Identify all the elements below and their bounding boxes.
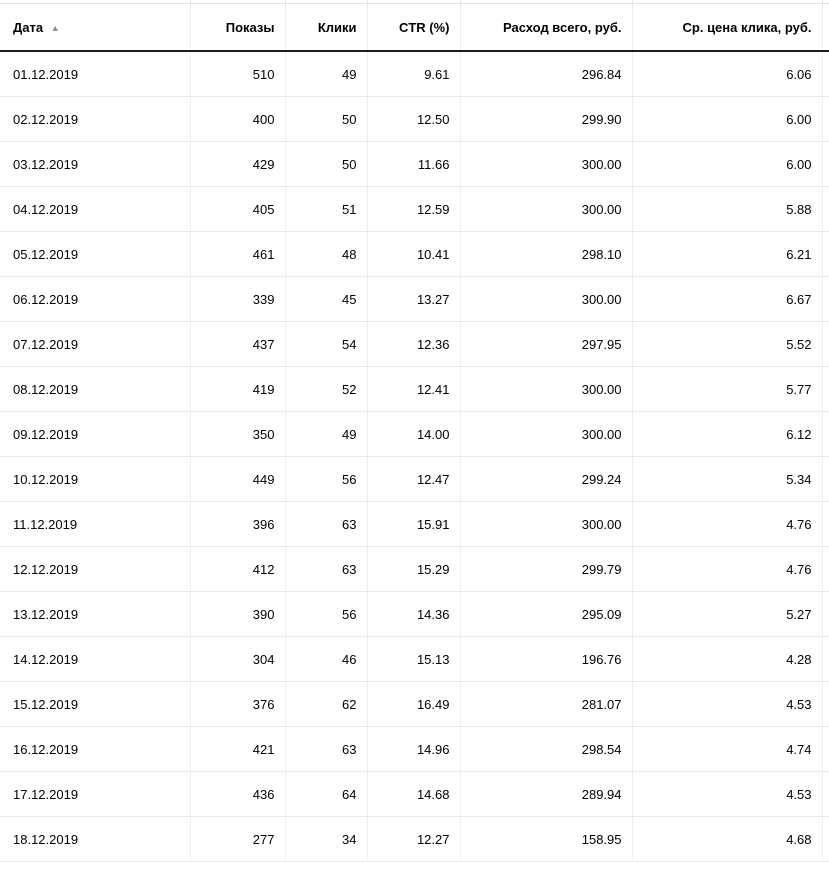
cell-impressions: 419 — [190, 367, 285, 412]
row-spacer — [822, 502, 829, 547]
cell-avg-cpc: 5.27 — [632, 592, 822, 637]
table-row — [0, 187, 829, 232]
cell-ctr: 13.27 — [367, 277, 460, 322]
cell-impressions: 412 — [190, 547, 285, 592]
cell-impressions: 390 — [190, 592, 285, 637]
table-row — [0, 322, 829, 367]
cell-cost: 281.07 — [460, 682, 632, 727]
cell-ctr: 12.27 — [367, 817, 460, 862]
cell-date: 04.12.2019 — [0, 187, 190, 232]
cell-cost: 296.84 — [460, 51, 632, 97]
cell-date: 16.12.2019 — [0, 727, 190, 772]
cell-cost: 298.54 — [460, 727, 632, 772]
cell-clicks: 63 — [285, 547, 367, 592]
row-spacer — [822, 367, 829, 412]
row-spacer — [822, 277, 829, 322]
cell-ctr: 14.00 — [367, 412, 460, 457]
cell-clicks: 49 — [285, 412, 367, 457]
cell-cost: 299.79 — [460, 547, 632, 592]
cell-impressions: 437 — [190, 322, 285, 367]
cell-date: 09.12.2019 — [0, 412, 190, 457]
cell-cost: 289.94 — [460, 772, 632, 817]
cell-ctr: 11.66 — [367, 142, 460, 187]
cell-ctr: 12.36 — [367, 322, 460, 367]
column-header-impressions[interactable]: Показы — [190, 4, 285, 52]
header-spacer — [822, 4, 829, 52]
cell-date: 13.12.2019 — [0, 592, 190, 637]
cell-impressions: 277 — [190, 817, 285, 862]
cell-cost: 300.00 — [460, 502, 632, 547]
row-spacer — [822, 682, 829, 727]
table-row — [0, 727, 829, 772]
cell-avg-cpc: 6.00 — [632, 142, 822, 187]
cell-ctr: 12.50 — [367, 97, 460, 142]
row-spacer — [822, 637, 829, 682]
cell-impressions: 396 — [190, 502, 285, 547]
cell-date: 14.12.2019 — [0, 637, 190, 682]
cell-ctr: 15.91 — [367, 502, 460, 547]
table-row — [0, 232, 829, 277]
cell-impressions: 436 — [190, 772, 285, 817]
sort-ascending-icon: ▲ — [50, 22, 60, 33]
cell-avg-cpc: 4.68 — [632, 817, 822, 862]
cell-date: 07.12.2019 — [0, 322, 190, 367]
cell-cost: 300.00 — [460, 367, 632, 412]
cell-clicks: 63 — [285, 502, 367, 547]
cell-impressions: 339 — [190, 277, 285, 322]
cell-avg-cpc: 4.76 — [632, 502, 822, 547]
row-spacer — [822, 51, 829, 97]
cell-ctr: 12.47 — [367, 457, 460, 502]
table-row — [0, 592, 829, 637]
cell-ctr: 10.41 — [367, 232, 460, 277]
cell-cost: 300.00 — [460, 412, 632, 457]
row-spacer — [822, 97, 829, 142]
cell-avg-cpc: 5.77 — [632, 367, 822, 412]
table-body — [0, 51, 829, 862]
cell-cost: 300.00 — [460, 277, 632, 322]
cell-clicks: 49 — [285, 51, 367, 97]
cell-ctr: 14.96 — [367, 727, 460, 772]
row-spacer — [822, 592, 829, 637]
cell-clicks: 56 — [285, 592, 367, 637]
column-header-cost[interactable]: Расход всего, руб. — [460, 4, 632, 52]
cell-impressions: 376 — [190, 682, 285, 727]
cell-ctr: 16.49 — [367, 682, 460, 727]
cell-date: 15.12.2019 — [0, 682, 190, 727]
row-spacer — [822, 727, 829, 772]
cell-impressions: 449 — [190, 457, 285, 502]
cell-clicks: 52 — [285, 367, 367, 412]
row-spacer — [822, 232, 829, 277]
cell-avg-cpc: 5.34 — [632, 457, 822, 502]
table-row — [0, 682, 829, 727]
cell-cost: 299.24 — [460, 457, 632, 502]
table-row — [0, 772, 829, 817]
column-header-clicks[interactable]: Клики — [285, 4, 367, 52]
cell-avg-cpc: 4.53 — [632, 772, 822, 817]
table-row — [0, 637, 829, 682]
row-spacer — [822, 412, 829, 457]
cell-impressions: 510 — [190, 51, 285, 97]
cell-impressions: 421 — [190, 727, 285, 772]
row-spacer — [822, 772, 829, 817]
cell-ctr: 12.41 — [367, 367, 460, 412]
cell-avg-cpc: 6.67 — [632, 277, 822, 322]
table-row — [0, 97, 829, 142]
header-row — [0, 4, 829, 52]
cell-impressions: 461 — [190, 232, 285, 277]
cell-impressions: 429 — [190, 142, 285, 187]
cell-avg-cpc: 5.88 — [632, 187, 822, 232]
cell-cost: 299.90 — [460, 97, 632, 142]
cell-clicks: 51 — [285, 187, 367, 232]
table-row — [0, 51, 829, 97]
cell-avg-cpc: 4.76 — [632, 547, 822, 592]
cell-clicks: 54 — [285, 322, 367, 367]
cell-impressions: 304 — [190, 637, 285, 682]
table-row — [0, 142, 829, 187]
cell-date: 18.12.2019 — [0, 817, 190, 862]
cell-cost: 300.00 — [460, 142, 632, 187]
cell-clicks: 63 — [285, 727, 367, 772]
cell-cost: 298.10 — [460, 232, 632, 277]
row-spacer — [822, 457, 829, 502]
cell-avg-cpc: 6.12 — [632, 412, 822, 457]
row-spacer — [822, 547, 829, 592]
row-spacer — [822, 187, 829, 232]
cell-ctr: 12.59 — [367, 187, 460, 232]
cell-avg-cpc: 6.06 — [632, 51, 822, 97]
cell-ctr: 15.13 — [367, 637, 460, 682]
cell-date: 10.12.2019 — [0, 457, 190, 502]
cell-date: 05.12.2019 — [0, 232, 190, 277]
cell-ctr: 9.61 — [367, 51, 460, 97]
cell-avg-cpc: 4.28 — [632, 637, 822, 682]
cell-cost: 300.00 — [460, 187, 632, 232]
cell-date: 01.12.2019 — [0, 51, 190, 97]
cell-clicks: 50 — [285, 97, 367, 142]
cell-avg-cpc: 6.00 — [632, 97, 822, 142]
table-row — [0, 277, 829, 322]
table-row — [0, 367, 829, 412]
cell-date: 06.12.2019 — [0, 277, 190, 322]
cell-date: 12.12.2019 — [0, 547, 190, 592]
cell-impressions: 350 — [190, 412, 285, 457]
table-row — [0, 412, 829, 457]
cell-date: 03.12.2019 — [0, 142, 190, 187]
cell-ctr: 14.36 — [367, 592, 460, 637]
cell-clicks: 56 — [285, 457, 367, 502]
cell-cost: 158.95 — [460, 817, 632, 862]
table-row — [0, 817, 829, 862]
cell-ctr: 15.29 — [367, 547, 460, 592]
cell-avg-cpc: 4.74 — [632, 727, 822, 772]
cell-date: 17.12.2019 — [0, 772, 190, 817]
table-row — [0, 547, 829, 592]
cell-cost: 295.09 — [460, 592, 632, 637]
cell-cost: 297.95 — [460, 322, 632, 367]
row-spacer — [822, 322, 829, 367]
row-spacer — [822, 142, 829, 187]
row-spacer — [822, 817, 829, 862]
cell-avg-cpc: 6.21 — [632, 232, 822, 277]
cell-clicks: 48 — [285, 232, 367, 277]
cell-clicks: 62 — [285, 682, 367, 727]
cell-clicks: 34 — [285, 817, 367, 862]
column-header-ctr[interactable]: CTR (%) — [367, 4, 460, 52]
cell-clicks: 45 — [285, 277, 367, 322]
cell-avg-cpc: 4.53 — [632, 682, 822, 727]
cell-date: 11.12.2019 — [0, 502, 190, 547]
cell-impressions: 400 — [190, 97, 285, 142]
cell-clicks: 46 — [285, 637, 367, 682]
column-header-date-label: Дата — [13, 19, 44, 35]
cell-date: 02.12.2019 — [0, 97, 190, 142]
cell-clicks: 50 — [285, 142, 367, 187]
table-row — [0, 502, 829, 547]
cell-impressions: 405 — [190, 187, 285, 232]
cell-cost: 196.76 — [460, 637, 632, 682]
cell-ctr: 14.68 — [367, 772, 460, 817]
column-header-avg-cpc[interactable]: Ср. цена клика, руб. — [632, 4, 822, 52]
cell-clicks: 64 — [285, 772, 367, 817]
cell-date: 08.12.2019 — [0, 367, 190, 412]
table-row — [0, 457, 829, 502]
cell-avg-cpc: 5.52 — [632, 322, 822, 367]
column-header-date[interactable] — [0, 4, 190, 52]
